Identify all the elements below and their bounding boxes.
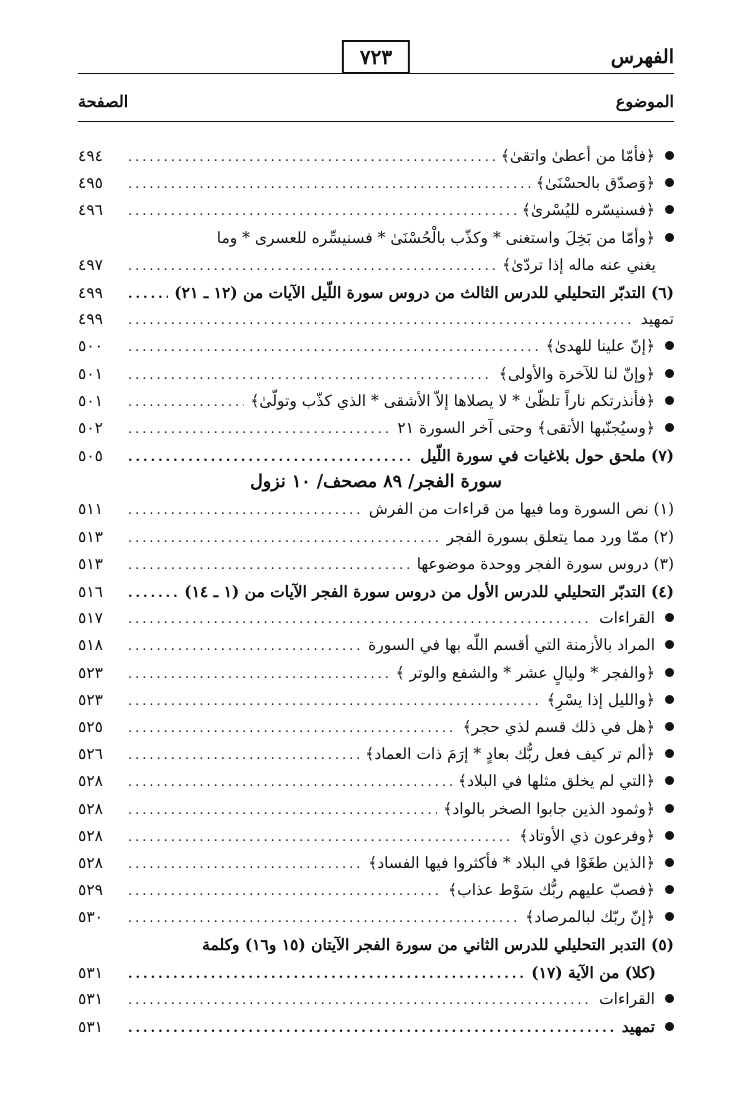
- entry-page-number: ٥٢٣: [78, 663, 103, 682]
- entry-page-number: ٥١٨: [78, 636, 103, 655]
- entry-page-number: ٤٩٩: [78, 310, 103, 329]
- entry-title: ﴿ألم تر كيف فعل ربُّك بعادٍ * إرَمَ ذات العماد﴾: [365, 745, 655, 764]
- entry-title: ﴿هل في ذلك قسم لذي حجر﴾: [462, 717, 655, 736]
- dot-leader: [128, 307, 635, 334]
- toc-entry: [78, 741, 674, 768]
- toc-entry: [78, 768, 674, 795]
- bullet-icon: [665, 205, 674, 214]
- entry-title: ﴿وثمود الذين جابوا الصخر بالواد﴾: [443, 799, 655, 818]
- entry-page-number: ٥٠٠: [78, 337, 103, 356]
- entry-page-number: ٥١٣: [78, 554, 103, 573]
- dot-leader: [128, 742, 359, 769]
- entry-title: (كلا) من الآية (١٧): [531, 962, 656, 982]
- dot-leader: [128, 688, 541, 715]
- dot-leader: [128, 389, 244, 416]
- toc-entry: [78, 442, 674, 469]
- toc-entry: [78, 361, 674, 388]
- toc-entry: [78, 306, 674, 333]
- toc-entry: [78, 170, 674, 197]
- toc-entry: [78, 904, 674, 931]
- page-number-box: ٧٢٣: [342, 40, 410, 74]
- bullet-icon: [665, 341, 674, 350]
- entry-page-number: ٥٢٥: [78, 717, 103, 736]
- toc-entry: [78, 143, 674, 170]
- bullet-icon: [665, 912, 674, 921]
- toc-entry: [78, 714, 674, 741]
- page-header: [78, 40, 674, 74]
- entry-title: ﴿إنّ علينا للهدىٰ﴾: [545, 337, 655, 356]
- toc-entry: [78, 333, 674, 360]
- toc-entry: [78, 415, 674, 442]
- entry-page-number: ٤٩٥: [78, 174, 103, 193]
- dot-leader: [128, 661, 390, 688]
- dot-leader: [128, 1015, 616, 1042]
- entry-page-number: ٥٢٨: [78, 799, 103, 818]
- dot-leader: [128, 334, 540, 361]
- entry-page-number: ٥٣١: [78, 989, 103, 1008]
- dot-leader: [128, 961, 525, 988]
- bullet-icon: [665, 994, 674, 1003]
- bullet-icon: [665, 1022, 674, 1031]
- toc-entry: [78, 823, 674, 850]
- dot-leader: [128, 198, 516, 225]
- toc-entry: [78, 551, 674, 578]
- surah-heading: [78, 469, 674, 496]
- bullet-icon: [665, 396, 674, 405]
- toc-entry: [78, 632, 674, 659]
- dot-leader: [128, 253, 496, 280]
- bullet-icon: [665, 858, 674, 867]
- entry-page-number: ٥٠١: [78, 364, 103, 383]
- entry-title: ﴿وَصدّق بالحسْنَىٰ﴾: [535, 174, 655, 193]
- entry-page-number: ٥٢٩: [78, 881, 103, 900]
- entry-page-number: ٥٣١: [78, 1018, 103, 1036]
- toc-entry: [78, 877, 674, 904]
- entry-page-number: ٥٢٣: [78, 690, 103, 709]
- dot-leader: [128, 580, 178, 607]
- dot-leader: [128, 633, 362, 660]
- entry-page-number: ٥٢٨: [78, 853, 103, 872]
- toc-entry: [78, 388, 674, 415]
- toc-entry: [78, 959, 674, 986]
- entry-page-number: ٥٠٥: [78, 447, 103, 466]
- entry-page-number: ٤٩٤: [78, 147, 103, 165]
- entry-title: ﴿وسيُجنّبها الأتقى﴾ وحتى آخر السورة ٢١: [397, 418, 655, 437]
- bullet-icon: [665, 885, 674, 894]
- dot-leader: [128, 878, 442, 905]
- dot-leader: [128, 171, 530, 198]
- dot-leader: [128, 362, 493, 389]
- entry-page-number: ٥٠٢: [78, 418, 103, 437]
- toc-entry: [78, 578, 674, 605]
- entry-title: سورة الفجر/ ٨٩ مصحف/ ١٠ نزول: [250, 472, 502, 493]
- entry-title: ﴿وأمّا من بَخِلَ واستغنى * وكذّب بالْحُسْنَىٰ * فسنيسِّره للعسرى * وما: [216, 228, 655, 247]
- dot-leader: [128, 144, 495, 171]
- entry-page-number: ٤٩٩: [78, 283, 103, 302]
- toc-entry: [78, 252, 674, 279]
- dot-leader: [128, 606, 593, 633]
- entry-page-number: ٥١١: [78, 500, 103, 519]
- toc-entry: [78, 796, 674, 823]
- entry-title: يغني عنه ماله إذا تردّىٰ﴾: [502, 255, 656, 274]
- entry-title: تمهيد: [640, 310, 674, 329]
- entry-page-number: ٥١٣: [78, 527, 103, 546]
- dot-leader: [128, 851, 362, 878]
- entry-title: ﴿فسنيسّره لليُسْرىٰ﴾: [521, 201, 655, 220]
- bullet-icon: [665, 233, 674, 242]
- toc-entry: [78, 850, 674, 877]
- entry-title: ﴿والليل إذا يسْرِ﴾: [546, 690, 655, 709]
- entry-title: ﴿الذين طغَوْا في البلاد * فأكثروا فيها الفساد﴾: [368, 853, 655, 872]
- entry-title: (٢) ممّا ورد مما يتعلق بسورة الفجر: [446, 527, 674, 546]
- toc-entry: [78, 524, 674, 551]
- entry-title: (٧) ملحق حول بلاغيات في سورة اللّيل: [420, 446, 674, 466]
- entry-page-number: ٥٠١: [78, 391, 103, 410]
- entry-title: ﴿فأنذرتكم ناراً تلظّىٰ * لا يصلاها إلاّ الأشقى * الذي كذّب وتولّىٰ﴾: [250, 391, 655, 410]
- bullet-icon: [665, 722, 674, 731]
- entry-page-number: ٥٢٨: [78, 826, 103, 845]
- toc-entry: [78, 225, 674, 252]
- dot-leader: [128, 769, 452, 796]
- entry-title: القراءات: [599, 989, 655, 1008]
- toc-entry: [78, 660, 674, 687]
- bullet-icon: [665, 668, 674, 677]
- entry-page-number: ٥١٧: [78, 609, 103, 628]
- entry-page-number: ٥٣١: [78, 963, 103, 982]
- entry-page-number: ٥٢٦: [78, 745, 103, 764]
- bullet-icon: [665, 151, 674, 160]
- toc-entry: [78, 931, 674, 958]
- dot-leader: [128, 715, 457, 742]
- entry-title: (٣) دروس سورة الفجر ووحدة موضوعها: [416, 554, 674, 573]
- toc-entry: [78, 605, 674, 632]
- header-title: الفهرس: [610, 46, 674, 68]
- bullet-icon: [665, 369, 674, 378]
- entry-page-number: ٥٢٨: [78, 772, 103, 791]
- column-header-divider: [78, 121, 674, 122]
- toc-entry: [78, 986, 674, 1013]
- toc-entry: [78, 1013, 674, 1040]
- bullet-icon: [665, 804, 674, 813]
- bullet-icon: [665, 178, 674, 187]
- dot-leader: [128, 797, 437, 824]
- entry-title: ﴿وفرعون ذي الأوتاد﴾: [519, 826, 655, 845]
- entry-title: تمهيد: [621, 1017, 655, 1036]
- toc-entry: [78, 496, 674, 523]
- page-column-header: الصفحة: [78, 92, 129, 111]
- dot-leader: [128, 444, 414, 471]
- toc-entry: [78, 197, 674, 224]
- entry-title: (١) نص السورة وما فيها من قراءات من الفرش: [368, 500, 674, 519]
- entry-title: القراءات: [599, 609, 655, 628]
- bullet-icon: [665, 776, 674, 785]
- dot-leader: [128, 525, 440, 552]
- entry-page-number: ٤٩٦: [78, 201, 103, 220]
- entry-title: ﴿إنّ ربّك لبالمرصاد﴾: [525, 908, 655, 927]
- dot-leader: [128, 281, 168, 308]
- column-headers: [78, 92, 674, 118]
- entry-title: ﴿والفجر * وليالٍ عشر * والشفع والوتر ﴾: [395, 663, 655, 682]
- dot-leader: [128, 987, 593, 1014]
- entry-title: ﴿التي لم يخلق مثلها في البلاد﴾: [457, 772, 655, 791]
- entry-page-number: ٥١٦: [78, 583, 103, 601]
- entry-title: (٤) التدبّر التحليلي للدرس الأول من دروس سورة الفجر الآيات من (١ ـ ١٤): [184, 582, 674, 601]
- entry-page-number: ٤٩٧: [78, 255, 103, 274]
- topic-column-header: الموضوع: [615, 92, 674, 111]
- bullet-icon: [665, 831, 674, 840]
- bullet-icon: [665, 613, 674, 622]
- table-of-contents: [78, 143, 674, 1040]
- dot-leader: [128, 552, 411, 579]
- entry-title: (٥) التدبر التحليلي للدرس الثاني من سورة الفجر الآيتان (١٥ و١٦) وكلمة: [202, 935, 674, 955]
- toc-entry: [78, 279, 674, 306]
- bullet-icon: [665, 640, 674, 649]
- entry-title: ﴿فأمّا من أعطىٰ واتقىٰ﴾: [500, 147, 655, 165]
- entry-title: ﴿فصبّ عليهم ربُّك سَوْط عذاب﴾: [448, 881, 655, 900]
- entry-title: ﴿وإنّ لنا للآخرة والأولى﴾: [498, 364, 655, 383]
- bullet-icon: [665, 749, 674, 758]
- bullet-icon: [665, 695, 674, 704]
- dot-leader: [128, 905, 519, 932]
- bullet-icon: [665, 423, 674, 432]
- header-divider: [78, 73, 674, 74]
- dot-leader: [128, 497, 363, 524]
- entry-title: المراد بالأزمنة التي أقسم اللّه بها في السورة: [368, 636, 655, 655]
- dot-leader: [128, 416, 391, 443]
- toc-entry: [78, 687, 674, 714]
- entry-page-number: ٥٣٠: [78, 908, 103, 927]
- entry-title: (٦) التدبّر التحليلي للدرس الثالث من دروس سورة اللّيل الآيات من (١٢ ـ ٢١): [174, 282, 674, 302]
- dot-leader: [128, 824, 513, 851]
